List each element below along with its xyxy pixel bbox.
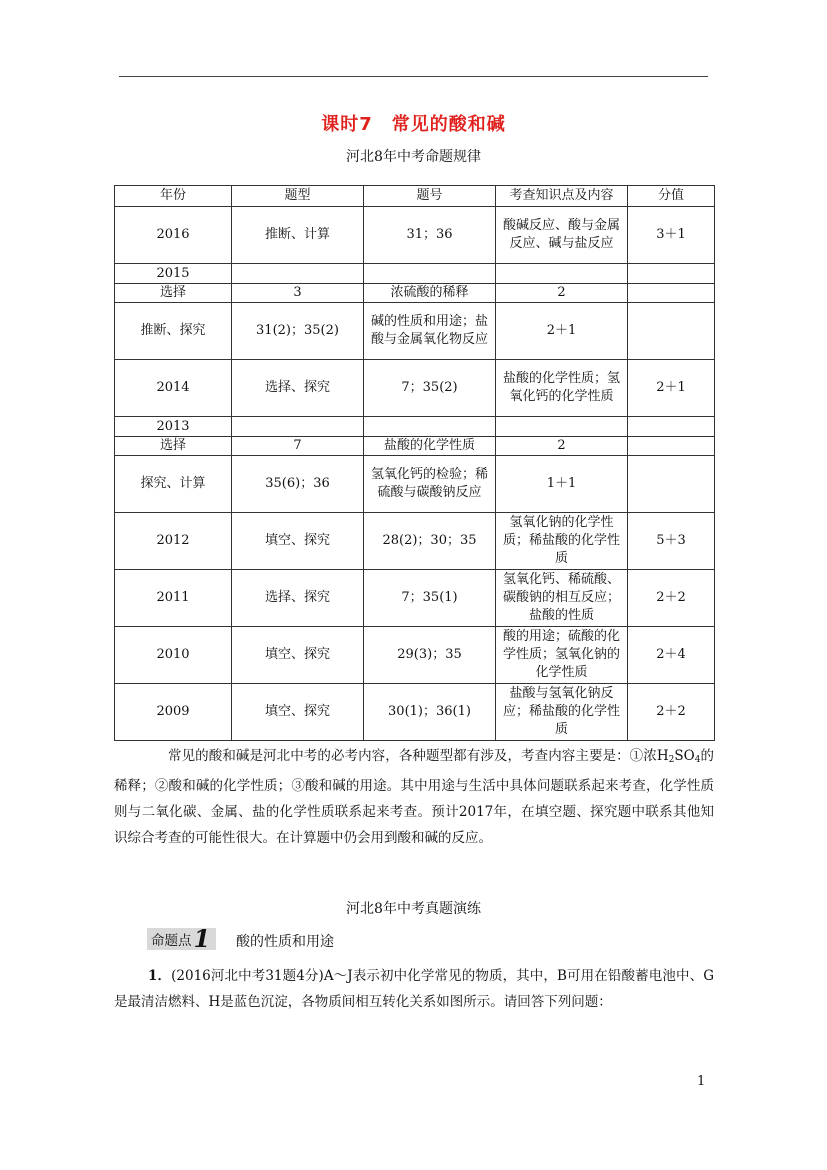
summary-paragraph (114, 743, 714, 851)
table-cell: 填空、探究 (232, 627, 364, 684)
table-header-row (115, 186, 715, 207)
table-cell: 氢氧化钙的检验；稀硫酸与碳酸钠反应 (364, 456, 496, 513)
table-cell: 30(1)；36(1) (364, 684, 496, 741)
point-number: 1 (193, 924, 211, 953)
summary-text-3: 的稀释；②酸和碱的化学性质；③酸和碱的用途。其中用途与生活中具体问题联系起来考查，化学性质则与二氧化碳、金属、盐的化学性质联系起来考查。预计2017年，在填空题、探究题中联系其他知识综合考查的可能性很大。在计算题中仍会用到酸和碱的反应。 (114, 748, 715, 846)
summary-text-1: 常见的酸和碱是河北中考的必考内容，各种题型都有涉及，考查内容主要是：①浓H (168, 748, 669, 764)
table-cell: 2 (496, 437, 628, 456)
table-cell: 2014 (115, 360, 232, 417)
table-cell: 浓硫酸的稀释 (364, 284, 496, 303)
table-cell: 选择、探究 (232, 360, 364, 417)
header-number: 题号 (364, 186, 496, 207)
table-cell (628, 437, 715, 456)
table-row (115, 437, 715, 456)
table-row (115, 360, 715, 417)
header-content: 考查知识点及内容 (496, 186, 628, 207)
section-title: 河北8年中考真题演练 (346, 901, 481, 917)
table-row (115, 417, 715, 437)
table-cell: 2＋4 (628, 627, 715, 684)
table-cell: 2＋1 (628, 360, 715, 417)
point-label: 命题点 (151, 933, 192, 949)
table-row (115, 513, 715, 570)
table-cell (364, 417, 496, 437)
table-cell: 2＋1 (496, 303, 628, 360)
table-cell: 29(3)；35 (364, 627, 496, 684)
table-cell: 31；36 (364, 207, 496, 264)
page-number: 1 (697, 1074, 706, 1089)
table-cell: 2015 (115, 264, 232, 284)
table-cell: 3＋1 (628, 207, 715, 264)
table-caption: 河北8年中考命题规律 (346, 149, 481, 165)
table-row (115, 684, 715, 741)
table-cell: 盐酸与氢氧化钠反应；稀盐酸的化学性质 (496, 684, 628, 741)
table-cell: 选择、探究 (232, 570, 364, 627)
table-cell (628, 456, 715, 513)
table-cell (628, 284, 715, 303)
table-row (115, 264, 715, 284)
table-cell: 氢氧化钙、稀硫酸、碳酸钠的相互反应；盐酸的性质 (496, 570, 628, 627)
table-cell: 3 (232, 284, 364, 303)
header-year: 年份 (115, 186, 232, 207)
table-cell: 7 (232, 437, 364, 456)
table-cell: 选择 (115, 284, 232, 303)
exam-rules-table (114, 185, 715, 741)
table-cell: 5＋3 (628, 513, 715, 570)
table-cell: 2＋2 (628, 570, 715, 627)
table-row (115, 303, 715, 360)
table-row (115, 627, 715, 684)
table-cell: 酸碱反应、酸与金属反应、碱与盐反应 (496, 207, 628, 264)
header-type: 题型 (232, 186, 364, 207)
table-cell: 2 (496, 284, 628, 303)
table-cell (628, 303, 715, 360)
table-cell (232, 264, 364, 284)
table-cell: 2009 (115, 684, 232, 741)
point-topic: 酸的性质和用途 (236, 934, 334, 950)
table-cell: 2016 (115, 207, 232, 264)
header-rule (119, 76, 708, 77)
header-score: 分值 (628, 186, 715, 207)
table-cell: 氢氧化钠的化学性质；稀盐酸的化学性质 (496, 513, 628, 570)
table-cell: 2013 (115, 417, 232, 437)
table-cell: 7；35(1) (364, 570, 496, 627)
question-1 (114, 963, 714, 1015)
question-source: (2016河北中考31题4分) (171, 968, 324, 984)
table-cell: 2＋2 (628, 684, 715, 741)
point-badge (147, 924, 216, 953)
table-cell (496, 417, 628, 437)
table-cell: 盐酸的化学性质 (364, 437, 496, 456)
summary-subscript-1: 2 (668, 755, 675, 765)
question-number: 1． (148, 968, 172, 984)
table-cell: 推断、计算 (232, 207, 364, 264)
table-cell (496, 264, 628, 284)
table-cell: 探究、计算 (115, 456, 232, 513)
question-text: A～J表示初中化学常见的物质，其中，B可用在铅酸蓄电池中、G是最清洁燃料、H是蓝色沉淀，各物质间相互转化关系如图所示。请回答下列问题： (114, 968, 714, 1010)
table-cell: 碱的性质和用途；盐酸与金属氧化物反应 (364, 303, 496, 360)
table-cell: 28(2)；30；35 (364, 513, 496, 570)
table-cell: 2012 (115, 513, 232, 570)
table-cell: 填空、探究 (232, 513, 364, 570)
table-cell: 填空、探究 (232, 684, 364, 741)
table-cell: 选择 (115, 437, 232, 456)
table-cell (364, 264, 496, 284)
table-row (115, 570, 715, 627)
summary-text-2: SO (674, 748, 695, 764)
table-cell (628, 417, 715, 437)
table-cell: 2010 (115, 627, 232, 684)
table-cell (628, 264, 715, 284)
summary-subscript-2: 4 (694, 755, 701, 765)
table-cell (232, 417, 364, 437)
table-row (115, 284, 715, 303)
table-cell: 7；35(2) (364, 360, 496, 417)
table-cell: 1＋1 (496, 456, 628, 513)
table-row (115, 456, 715, 513)
table-cell: 31(2)；35(2) (232, 303, 364, 360)
table-cell: 推断、探究 (115, 303, 232, 360)
table-cell: 酸的用途；硫酸的化学性质；氢氧化钠的化学性质 (496, 627, 628, 684)
table-cell: 2011 (115, 570, 232, 627)
table-cell: 盐酸的化学性质；氢氧化钙的化学性质 (496, 360, 628, 417)
page-title: 课时7 常见的酸和碱 (321, 114, 506, 135)
table-cell: 35(6)；36 (232, 456, 364, 513)
table-row (115, 207, 715, 264)
